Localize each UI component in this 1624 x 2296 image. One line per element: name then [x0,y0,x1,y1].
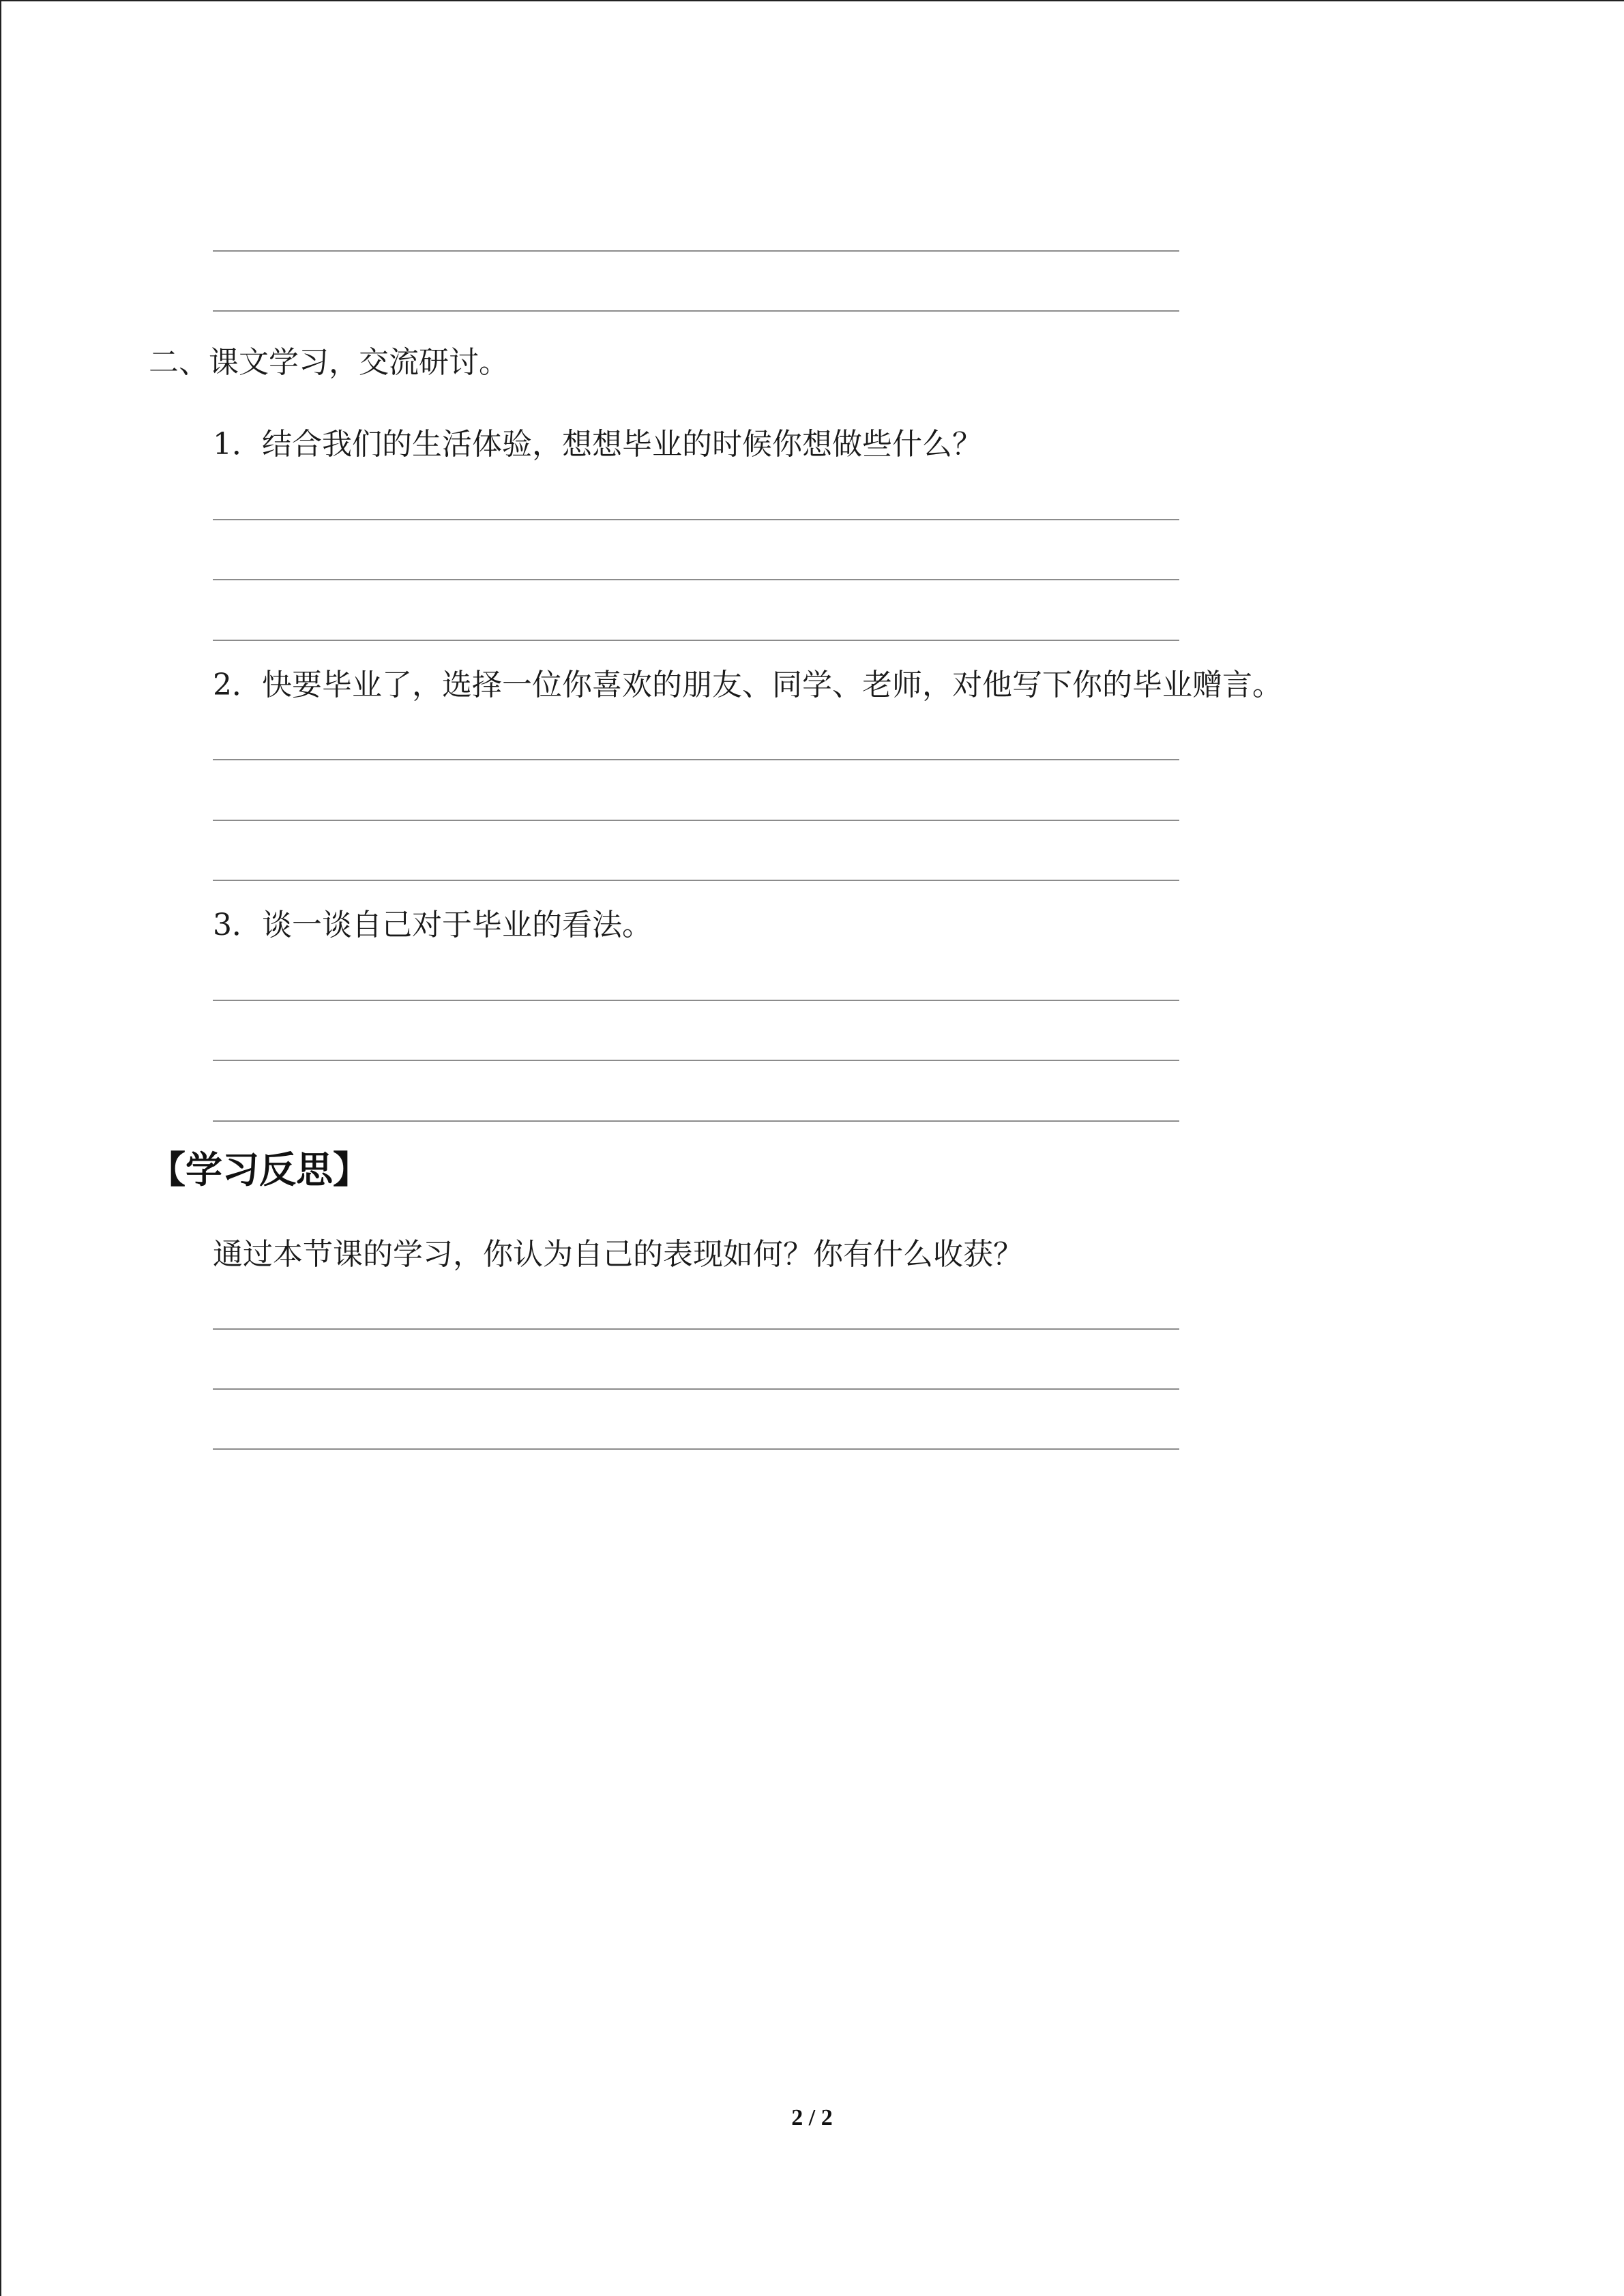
answer-line[interactable] [213,880,1179,881]
question-1: 1．结合我们的生活体验，想想毕业的时候你想做些什么？ [213,427,982,462]
reflection-prompt: 通过本节课的学习，你认为自己的表现如何？你有什么收获？ [213,1237,1023,1272]
answer-line[interactable] [213,250,1179,252]
reflection-heading: 【学习反思】 [149,1148,370,1191]
section-two-title: 二、课文学习，交流研讨。 [149,345,509,380]
answer-line[interactable] [213,1448,1179,1450]
answer-line[interactable] [213,1060,1179,1061]
answer-line[interactable] [213,1000,1179,1001]
page-number: 2 / 2 [791,2105,833,2130]
answer-line[interactable] [213,579,1179,580]
answer-line[interactable] [213,640,1179,641]
answer-line[interactable] [213,759,1179,760]
question-3: 3．谈一谈自己对于毕业的看法。 [213,908,652,942]
answer-line[interactable] [213,1328,1179,1330]
answer-line[interactable] [213,310,1179,312]
answer-line[interactable] [213,820,1179,821]
answer-line[interactable] [213,1120,1179,1122]
answer-line[interactable] [213,1388,1179,1390]
question-2: 2．快要毕业了，选择一位你喜欢的朋友、同学、老师，对他写下你的毕业赠言。 [213,668,1282,702]
answer-line[interactable] [213,519,1179,520]
